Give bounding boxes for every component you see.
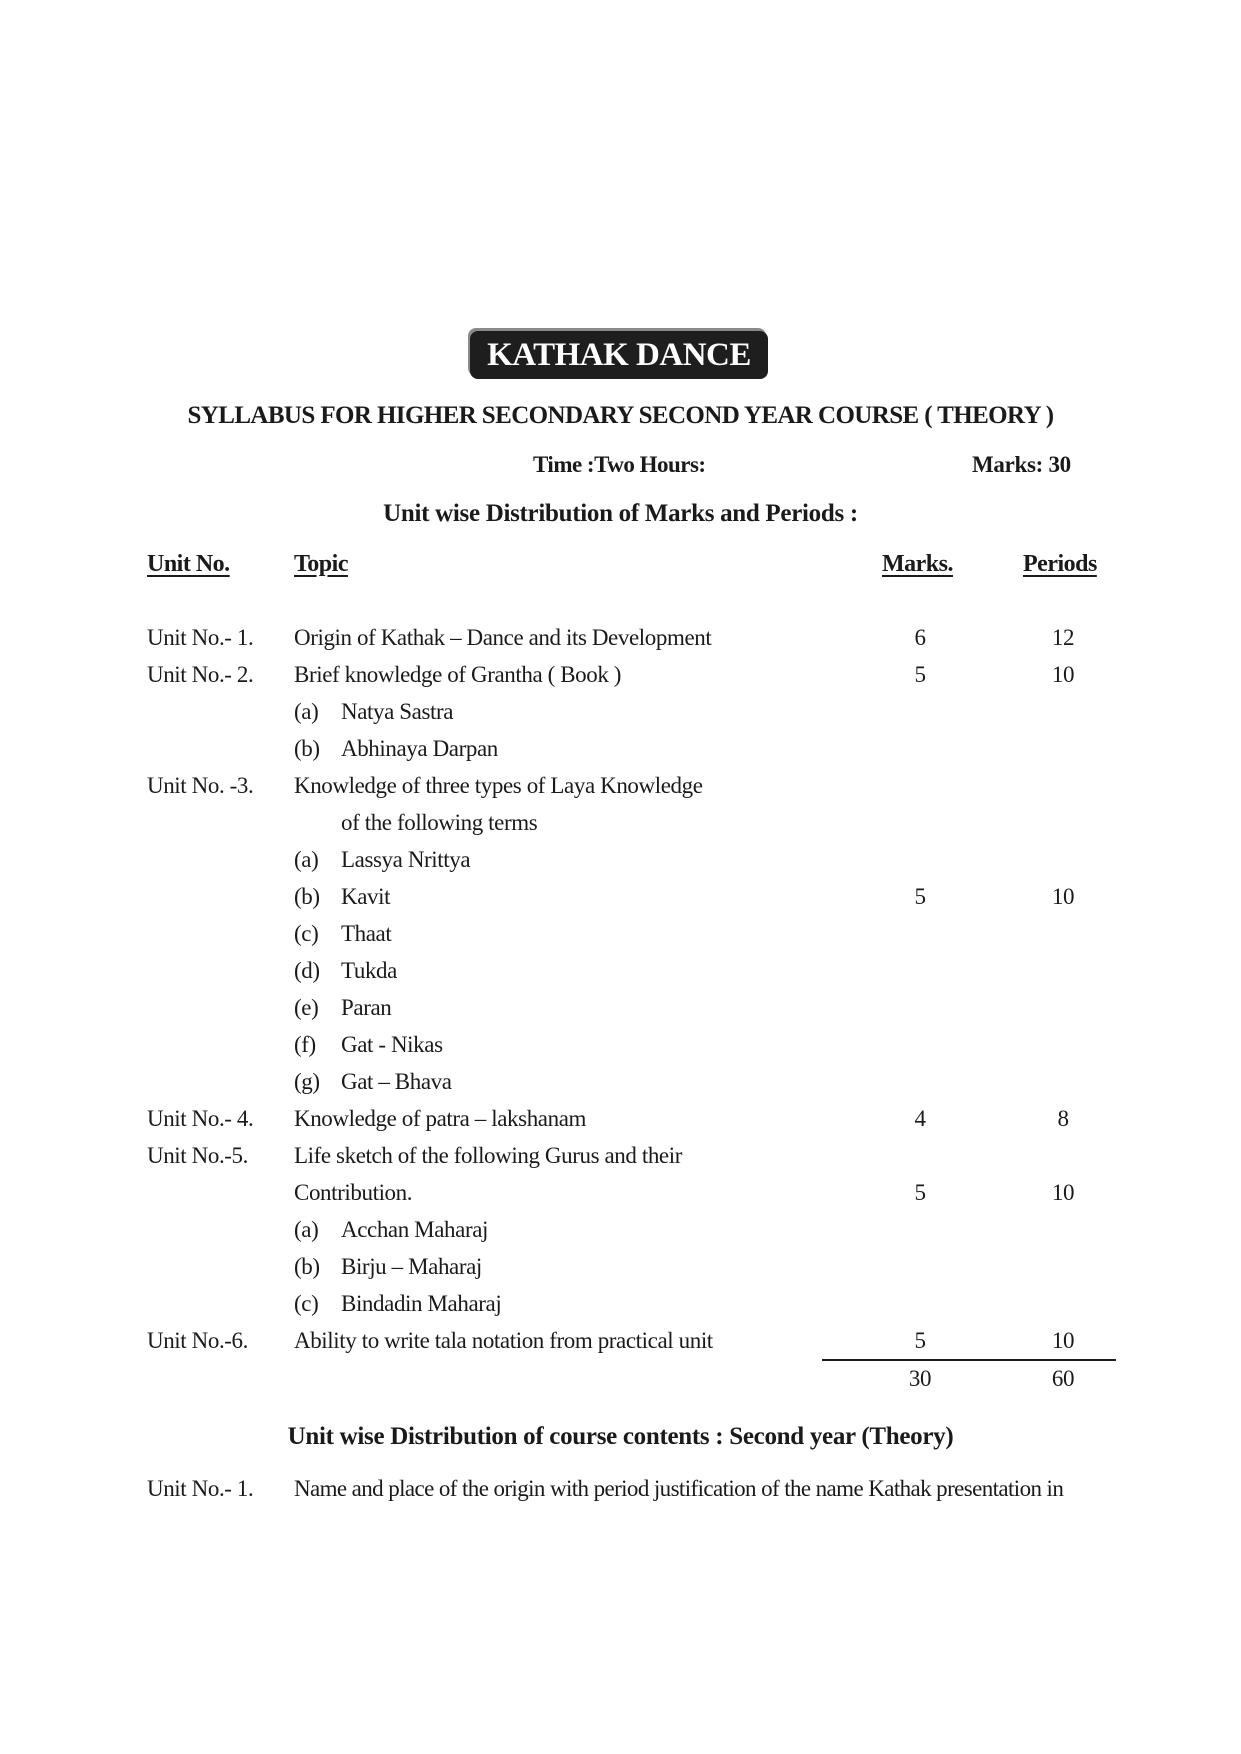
table-row [0,921,1241,957]
table-row [0,847,1241,883]
sub-item-label: (b) [294,736,320,761]
course-content-text: Name and place of the origin with period justification of the name Kathak presentation in [294,1476,1064,1501]
sub-item-label: (d) [294,958,320,983]
sub-item [294,995,391,1021]
header-unit-no: Unit No. [147,551,230,577]
header-marks: Marks. [882,551,953,577]
header-periods: Periods [1023,551,1097,577]
periods-value: 12 [1051,625,1075,650]
sub-item [294,884,390,910]
sub-item-text: Gat – Bhava [341,1069,452,1094]
sub-item-label: (b) [294,1254,320,1279]
unit-number: Unit No.-5. [147,1143,249,1168]
totals-row [0,1366,1241,1402]
sub-item-label: (e) [294,995,319,1020]
table-row [0,884,1241,920]
table-row [0,1032,1241,1068]
periods-value: 10 [1051,1328,1075,1353]
table-row [0,1217,1241,1253]
table-row [0,810,1241,846]
sub-item-label: (c) [294,1291,319,1316]
topic-continuation: of the following terms [341,810,538,835]
header-topic: Topic [294,551,348,577]
sub-item-text: Tukda [341,958,397,983]
page-title: KATHAK DANCE [487,336,751,373]
periods-value: 10 [1051,662,1075,687]
periods-value: 10 [1051,1180,1075,1205]
marks-value: 5 [914,884,926,909]
section-heading-marks-periods: Unit wise Distribution of Marks and Periods : [383,500,858,527]
sub-item [294,1217,488,1243]
periods-value: 10 [1051,884,1075,909]
table-row [0,995,1241,1031]
sub-item-text: Paran [341,995,392,1020]
sub-item-text: Acchan Maharaj [341,1217,489,1242]
marks-value: 5 [914,662,926,687]
topic: Knowledge of three types of Laya Knowledge [294,773,703,798]
sub-item-label: (a) [294,847,319,872]
table-row [0,1180,1241,1216]
topic: Life sketch of the following Gurus and their [294,1143,682,1168]
table-row [0,736,1241,772]
exam-time: Time :Two Hours: [533,452,706,477]
sub-item-label: (a) [294,1217,319,1242]
page-title-box [470,331,768,379]
total-periods-value: 60 [1051,1366,1075,1391]
marks-value: 6 [914,625,926,650]
sub-item [294,699,453,725]
sub-item-text: Bindadin Maharaj [341,1291,502,1316]
total-marks: Marks: 30 [972,452,1071,477]
syllabus-subtitle: SYLLABUS FOR HIGHER SECONDARY SECOND YEAR COURSE ( THEORY ) [187,402,1054,429]
topic: Origin of Kathak – Dance and its Development [294,625,712,650]
sub-item [294,1291,501,1317]
sub-item-text: Birju – Maharaj [341,1254,482,1279]
sub-item-label: (c) [294,921,319,946]
unit-number: Unit No.- 2. [147,662,254,687]
unit-number: Unit No. -3. [147,773,254,798]
sub-item-text: Lassya Nrittya [341,847,471,872]
topic: Ability to write tala notation from practical unit [294,1328,713,1353]
sub-item-text: Gat - Nikas [341,1032,443,1057]
sub-item [294,921,391,947]
course-content-row [0,1476,1241,1512]
sub-item [294,1254,482,1280]
marks-value: 4 [914,1106,926,1131]
sub-item [294,958,397,984]
sub-item-text: Natya Sastra [341,699,454,724]
table-row [0,1254,1241,1290]
total-divider [822,1359,1116,1361]
sub-item-text: Abhinaya Darpan [341,736,498,761]
sub-item [294,736,498,762]
sub-item [294,1069,452,1095]
sub-item-label: (b) [294,884,320,909]
table-row [0,958,1241,994]
topic-continuation: Contribution. [294,1180,413,1205]
table-row [0,699,1241,735]
unit-number: Unit No.- 1. [147,1476,254,1501]
sub-item-label: (f) [294,1032,316,1057]
sub-item-text: Kavit [341,884,391,909]
total-marks-value: 30 [908,1366,932,1391]
marks-value: 5 [914,1328,926,1353]
sub-item [294,847,470,873]
table-row [0,662,1241,698]
sub-item-label: (g) [294,1069,320,1094]
section-heading-course-contents: Unit wise Distribution of course contents : Second year (Theory) [287,1423,954,1450]
sub-item-label: (a) [294,699,319,724]
marks-value: 5 [914,1180,926,1205]
table-row [0,1291,1241,1327]
periods-value: 8 [1057,1106,1069,1131]
sub-item-text: Thaat [341,921,392,946]
table-row [0,1143,1241,1179]
table-row [0,1069,1241,1105]
table-row [0,773,1241,809]
topic: Brief knowledge of Grantha ( Book ) [294,662,622,687]
table-row [0,1106,1241,1142]
unit-number: Unit No.- 4. [147,1106,254,1131]
unit-number: Unit No.- 1. [147,625,254,650]
sub-item [294,1032,443,1058]
table-row [0,625,1241,661]
topic: Knowledge of patra – lakshanam [294,1106,587,1131]
unit-number: Unit No.-6. [147,1328,249,1353]
